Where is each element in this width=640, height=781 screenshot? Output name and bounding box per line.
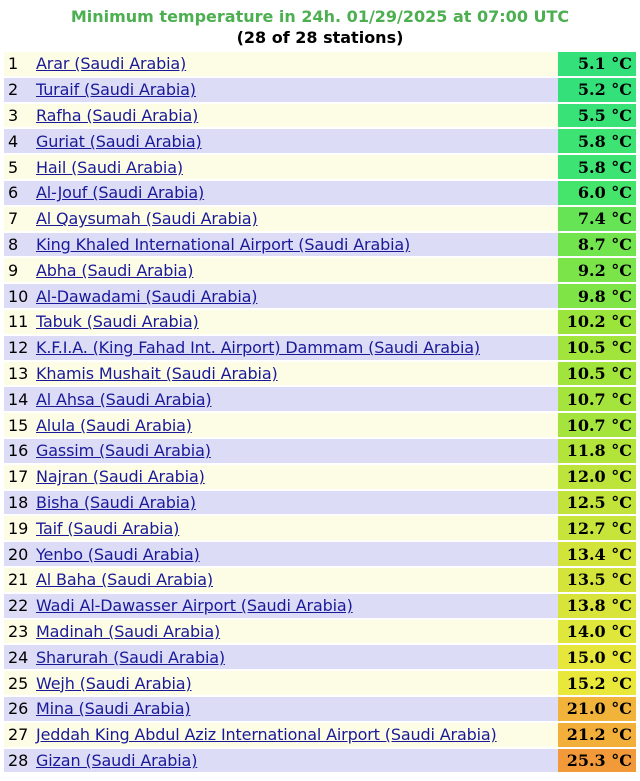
- table-row: [4, 671, 636, 695]
- temperature-value: 6.0 °C: [558, 181, 636, 205]
- station-rank: 2: [4, 78, 36, 102]
- temperature-value: 5.1 °C: [558, 52, 636, 76]
- temperature-value: 13.4 °C: [558, 542, 636, 566]
- station-rank: 14: [4, 387, 36, 411]
- station-rank: 4: [4, 129, 36, 153]
- station-link[interactable]: Al Qaysumah (Saudi Arabia): [36, 209, 258, 229]
- station-rank: 25: [4, 671, 36, 695]
- temperature-value: 9.2 °C: [558, 258, 636, 282]
- temperature-value: 11.8 °C: [558, 439, 636, 463]
- table-row: [4, 258, 636, 282]
- table-row: [4, 465, 636, 489]
- station-name-cell: [36, 516, 558, 540]
- station-name-cell: [36, 104, 558, 128]
- station-rank: 7: [4, 207, 36, 231]
- station-rank: 15: [4, 413, 36, 437]
- table-row: [4, 723, 636, 747]
- station-name-cell: [36, 491, 558, 515]
- temperature-value: 12.0 °C: [558, 465, 636, 489]
- station-name-cell: [36, 310, 558, 334]
- station-link[interactable]: Al Ahsa (Saudi Arabia): [36, 389, 212, 409]
- temperature-value: 13.8 °C: [558, 594, 636, 618]
- temperature-value: 12.7 °C: [558, 516, 636, 540]
- station-name-cell: [36, 362, 558, 386]
- station-rank: 26: [4, 697, 36, 721]
- station-rank: 22: [4, 594, 36, 618]
- station-link[interactable]: Khamis Mushait (Saudi Arabia): [36, 363, 278, 383]
- table-row: [4, 749, 636, 773]
- station-name-cell: [36, 465, 558, 489]
- station-count: (28 of 28 stations): [236, 28, 404, 47]
- station-rank: 24: [4, 645, 36, 669]
- table-row: [4, 542, 636, 566]
- station-rank: 3: [4, 104, 36, 128]
- table-row: [4, 129, 636, 153]
- station-rank: 19: [4, 516, 36, 540]
- table-row: [4, 620, 636, 644]
- station-name-cell: [36, 671, 558, 695]
- temperature-value: 5.8 °C: [558, 155, 636, 179]
- station-rank: 9: [4, 258, 36, 282]
- stations-table: [4, 50, 636, 774]
- station-name-cell: [36, 284, 558, 308]
- table-row: [4, 52, 636, 76]
- temperature-value: 7.4 °C: [558, 207, 636, 231]
- temperature-value: 5.5 °C: [558, 104, 636, 128]
- station-link[interactable]: Najran (Saudi Arabia): [36, 467, 205, 487]
- temperature-value: 10.2 °C: [558, 310, 636, 334]
- temperature-value: 15.2 °C: [558, 671, 636, 695]
- station-rank: 23: [4, 620, 36, 644]
- station-link[interactable]: Bisha (Saudi Arabia): [36, 492, 196, 512]
- table-row: [4, 207, 636, 231]
- station-link[interactable]: Jeddah King Abdul Aziz International Airport (Saudi Arabia): [36, 725, 497, 745]
- station-link[interactable]: Tabuk (Saudi Arabia): [36, 312, 199, 332]
- station-link[interactable]: King Khaled International Airport (Saudi Arabia): [36, 234, 411, 254]
- station-link[interactable]: Wadi Al-Dawasser Airport (Saudi Arabia): [36, 596, 353, 616]
- temperature-value: 25.3 °C: [558, 749, 636, 773]
- temperature-value: 10.5 °C: [558, 336, 636, 360]
- station-name-cell: [36, 749, 558, 773]
- station-rank: 10: [4, 284, 36, 308]
- station-link[interactable]: Al Baha (Saudi Arabia): [36, 570, 213, 590]
- station-name-cell: [36, 439, 558, 463]
- station-link[interactable]: Taif (Saudi Arabia): [36, 518, 180, 538]
- table-row: [4, 362, 636, 386]
- station-name-cell: [36, 52, 558, 76]
- station-rank: 8: [4, 233, 36, 257]
- station-rank: 21: [4, 568, 36, 592]
- station-rank: 13: [4, 362, 36, 386]
- station-name-cell: [36, 645, 558, 669]
- station-rank: 27: [4, 723, 36, 747]
- station-link[interactable]: Turaif (Saudi Arabia): [36, 80, 196, 100]
- temperature-value: 15.0 °C: [558, 645, 636, 669]
- station-name-cell: [36, 78, 558, 102]
- station-link[interactable]: Rafha (Saudi Arabia): [36, 105, 199, 125]
- temperature-value: 14.0 °C: [558, 620, 636, 644]
- station-name-cell: [36, 413, 558, 437]
- station-name-cell: [36, 336, 558, 360]
- station-rank: 5: [4, 155, 36, 179]
- table-row: [4, 439, 636, 463]
- temperature-value: 9.8 °C: [558, 284, 636, 308]
- station-name-cell: [36, 207, 558, 231]
- page-title: Minimum temperature in 24h. 01/29/2025 at 07:00 UTC: [70, 7, 570, 26]
- station-link[interactable]: Guriat (Saudi Arabia): [36, 131, 202, 151]
- table-row: [4, 697, 636, 721]
- page-container: [4, 0, 636, 774]
- table-row: [4, 181, 636, 205]
- temperature-value: 10.7 °C: [558, 387, 636, 411]
- station-link[interactable]: Wejh (Saudi Arabia): [36, 673, 192, 693]
- table-row: [4, 336, 636, 360]
- table-row: [4, 233, 636, 257]
- station-name-cell: [36, 181, 558, 205]
- station-name-cell: [36, 697, 558, 721]
- station-rank: 16: [4, 439, 36, 463]
- station-name-cell: [36, 155, 558, 179]
- station-name-cell: [36, 620, 558, 644]
- temperature-value: 10.7 °C: [558, 413, 636, 437]
- station-link[interactable]: Sharurah (Saudi Arabia): [36, 647, 225, 667]
- station-link[interactable]: Al-Dawadami (Saudi Arabia): [36, 286, 258, 306]
- table-row: [4, 413, 636, 437]
- station-link[interactable]: Abha (Saudi Arabia): [36, 260, 194, 280]
- temperature-value: 21.0 °C: [558, 697, 636, 721]
- station-link[interactable]: Hail (Saudi Arabia): [36, 157, 183, 177]
- station-rank: 12: [4, 336, 36, 360]
- temperature-value: 13.5 °C: [558, 568, 636, 592]
- station-rank: 11: [4, 310, 36, 334]
- station-name-cell: [36, 568, 558, 592]
- station-name-cell: [36, 258, 558, 282]
- station-link[interactable]: Al-Jouf (Saudi Arabia): [36, 183, 205, 203]
- table-row: [4, 78, 636, 102]
- station-name-cell: [36, 233, 558, 257]
- temperature-value: 12.5 °C: [558, 491, 636, 515]
- station-name-cell: [36, 723, 558, 747]
- station-link[interactable]: K.F.I.A. (King Fahad Int. Airport) Dammam (Saudi Arabia): [36, 338, 481, 358]
- table-row: [4, 155, 636, 179]
- station-name-cell: [36, 387, 558, 411]
- station-link[interactable]: Arar (Saudi Arabia): [36, 54, 187, 74]
- station-link[interactable]: Alula (Saudi Arabia): [36, 415, 192, 435]
- table-row: [4, 491, 636, 515]
- station-link[interactable]: Mina (Saudi Arabia): [36, 699, 191, 719]
- station-name-cell: [36, 594, 558, 618]
- station-rank: 6: [4, 181, 36, 205]
- temperature-value: 10.5 °C: [558, 362, 636, 386]
- station-rank: 28: [4, 749, 36, 773]
- temperature-value: 21.2 °C: [558, 723, 636, 747]
- table-row: [4, 594, 636, 618]
- station-link[interactable]: Gizan (Saudi Arabia): [36, 750, 198, 770]
- station-rank: 18: [4, 491, 36, 515]
- table-row: [4, 645, 636, 669]
- station-rank: 17: [4, 465, 36, 489]
- stations-table-body: [4, 52, 636, 772]
- temperature-value: 5.8 °C: [558, 129, 636, 153]
- table-row: [4, 104, 636, 128]
- station-name-cell: [36, 542, 558, 566]
- station-name-cell: [36, 129, 558, 153]
- temperature-value: 5.2 °C: [558, 78, 636, 102]
- table-row: [4, 310, 636, 334]
- table-row: [4, 387, 636, 411]
- temperature-value: 8.7 °C: [558, 233, 636, 257]
- station-link[interactable]: Madinah (Saudi Arabia): [36, 621, 221, 641]
- table-row: [4, 568, 636, 592]
- table-row: [4, 516, 636, 540]
- station-link[interactable]: Yenbo (Saudi Arabia): [36, 544, 200, 564]
- station-rank: 20: [4, 542, 36, 566]
- station-link[interactable]: Gassim (Saudi Arabia): [36, 441, 211, 461]
- table-row: [4, 284, 636, 308]
- station-rank: 1: [4, 52, 36, 76]
